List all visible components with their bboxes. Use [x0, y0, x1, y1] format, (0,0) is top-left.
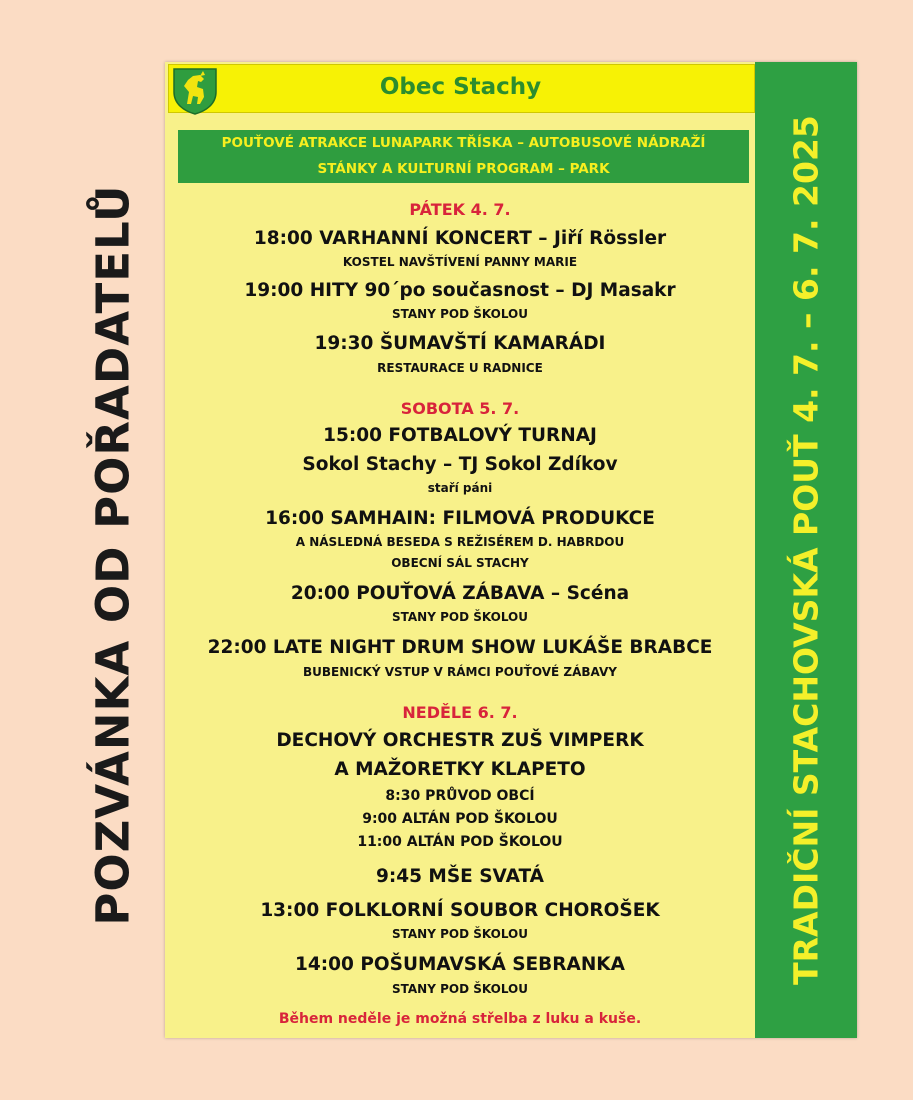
friday-event-3-place: RESTAURACE U RADNICE [377, 361, 543, 375]
sub-header-line-2: STÁNKY A KULTURNÍ PROGRAM – PARK [317, 161, 610, 177]
sunday-event-1: DECHOVÝ ORCHESTR ZUŠ VIMPERK [276, 730, 644, 751]
sunday-event-3-place: STANY POD ŠKOLOU [392, 927, 528, 941]
side-title: POZVÁNKA OD POŘADATELŮ [86, 184, 140, 926]
event-title-strip [755, 62, 857, 1038]
friday-event-3: 19:30 ŠUMAVŠTÍ KAMARÁDI [314, 333, 606, 354]
sunday-time-1: 8:30 PRŮVOD OBCÍ [385, 788, 535, 804]
sunday-time-3: 11:00 ALTÁN POD ŠKOLOU [357, 834, 563, 850]
saturday-event-3: 20:00 POUŤOVÁ ZÁBAVA – Scéna [290, 583, 630, 604]
sunday-event-2: 9:45 MŠE SVATÁ [375, 866, 545, 887]
sub-header-line-1: POUŤOVÉ ATRAKCE LUNAPARK TŘÍSKA – AUTOBUSOVÉ NÁDRAŽÍ [221, 135, 706, 151]
coat-of-arms-icon [170, 66, 220, 116]
saturday-event-1: 15:00 FOTBALOVÝ TURNAJ [323, 425, 597, 446]
friday-event-1-place: KOSTEL NAVŠTÍVENÍ PANNY MARIE [342, 255, 578, 269]
friday-event-2-place: STANY POD ŠKOLOU [392, 307, 528, 321]
side-title-area [0, 0, 160, 1100]
sunday-note: Během neděle je možná střelba z luku a kuše. [278, 1011, 642, 1027]
saturday-event-2-place: OBECNÍ SÁL STACHY [391, 556, 529, 570]
sunday-time-2: 9:00 ALTÁN POD ŠKOLOU [362, 811, 558, 827]
saturday-event-2: 16:00 SAMHAIN: FILMOVÁ PRODUKCE [265, 508, 655, 529]
saturday-event-1-place: staří páni [427, 481, 493, 495]
saturday-event-1-sub: Sokol Stachy – TJ Sokol Zdíkov [302, 454, 618, 475]
friday-event-2: 19:00 HITY 90´po současnost – DJ Masakr [244, 280, 676, 301]
saturday-heading: SOBOTA 5. 7. [400, 399, 520, 418]
sunday-event-4-place: STANY POD ŠKOLOU [392, 982, 528, 996]
friday-heading: PÁTEK 4. 7. [409, 200, 511, 219]
sunday-event-4: 14:00 POŠUMAVSKÁ SEBRANKA [295, 954, 625, 975]
sunday-event-3: 13:00 FOLKLORNÍ SOUBOR CHOROŠEK [260, 900, 660, 921]
saturday-event-2-sub: A NÁSLEDNÁ BESEDA S REŽISÉREM D. HABRDOU [295, 535, 625, 549]
saturday-event-4-place: BUBENICKÝ VSTUP V RÁMCI POUŤOVÉ ZÁBAVY [303, 665, 617, 679]
sunday-heading: NEDĚLE 6. 7. [402, 703, 518, 722]
saturday-event-3-place: STANY POD ŠKOLOU [392, 610, 528, 624]
friday-event-1: 18:00 VARHANNÍ KONCERT – Jiří Rössler [253, 228, 667, 249]
sub-header [178, 130, 749, 183]
saturday-event-4: 22:00 LATE NIGHT DRUM SHOW LUKÁŠE BRABCE [207, 637, 713, 658]
event-title: TRADIČNÍ STACHOVSKÁ POUŤ 4. 7. – 6. 7. 2025 [786, 115, 826, 985]
village-name: Obec Stachy [379, 74, 542, 100]
sunday-event-1-b: A MAŽORETKY KLAPETO [334, 759, 586, 780]
